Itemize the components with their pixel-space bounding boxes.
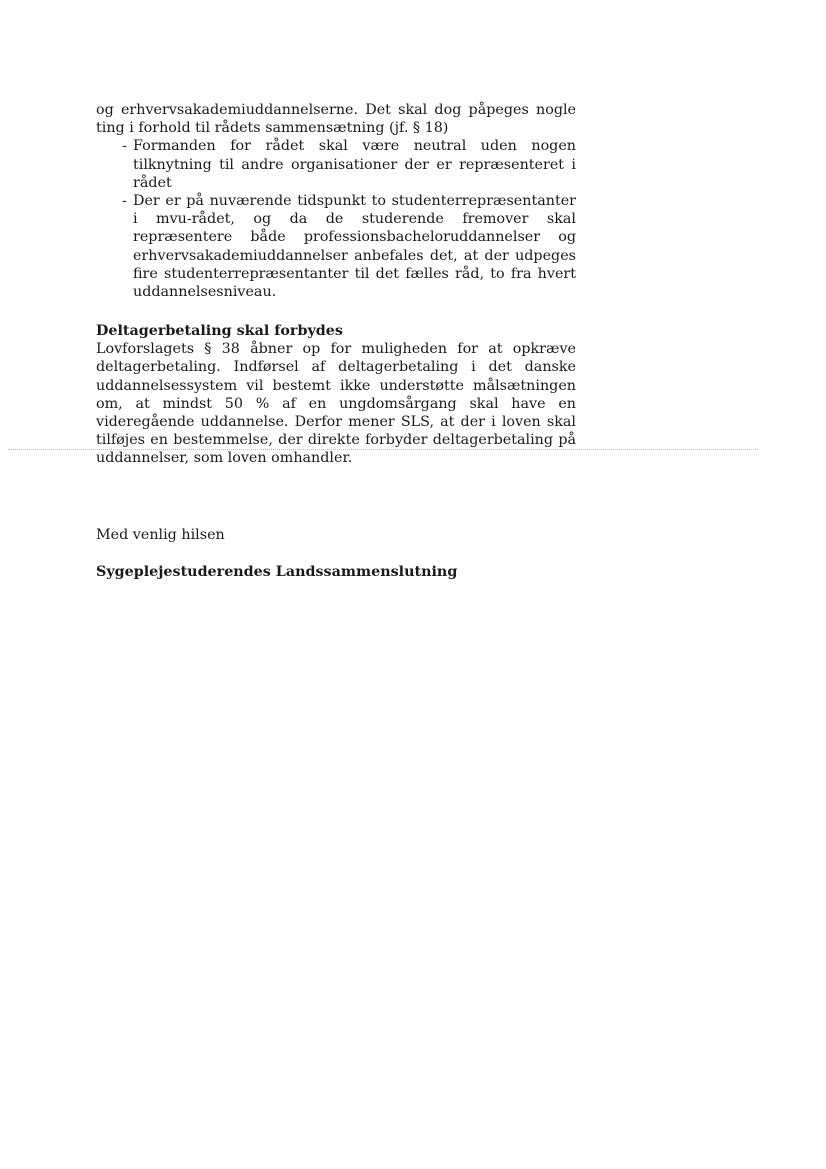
closing-line: Med venlig hilsen xyxy=(96,527,225,543)
bullet-marker: - xyxy=(122,138,127,155)
bullet-marker: - xyxy=(122,193,127,210)
signature: Sygeplejestuderendes Landssammenslutning xyxy=(96,564,458,580)
section-deltagerbetaling xyxy=(96,322,576,468)
list-item xyxy=(96,137,576,192)
intro-paragraph: og erhvervsakademiuddannelserne. Det skal dog påpeges nogle ting i forhold til rådets sammensætning (jf. § 18) xyxy=(96,102,576,137)
bullet-text: Der er på nuværende tidspunkt to studenterrepræsentanter i mvu-rådet, og da de studerende fremover skal repræsentere både professionsbacheloruddannelser og erhvervsakademiuddannelser anbefales det, at der udpeges fire studenterrepræsentanter til det fælles råd, to fra hvert uddannelsesniveau. xyxy=(133,193,576,301)
scan-artifact-line xyxy=(8,449,758,450)
bullet-list xyxy=(96,137,576,301)
bullet-text: Formanden for rådet skal være neutral uden nogen tilknytning til andre organisationer der er repræsenteret i rådet xyxy=(133,138,576,191)
section-heading: Deltagerbetaling skal forbydes xyxy=(96,323,343,339)
document-body xyxy=(96,101,576,301)
list-item xyxy=(96,192,576,301)
section-body: Lovforslagets § 38 åbner op for muligheden for at opkræve deltagerbetaling. Indførsel af deltagerbetaling i det danske uddannelsessystem vil bestemt ikke understøtte målsætningen om, at mindst 50 % af en ungdomsårgang skal have en videregående uddannelse. Derfor mener SLS, at der i loven skal tilføjes en bestemmelse, der direkte forbyder deltagerbetaling på uddannelser, som loven omhandler. xyxy=(96,341,576,467)
